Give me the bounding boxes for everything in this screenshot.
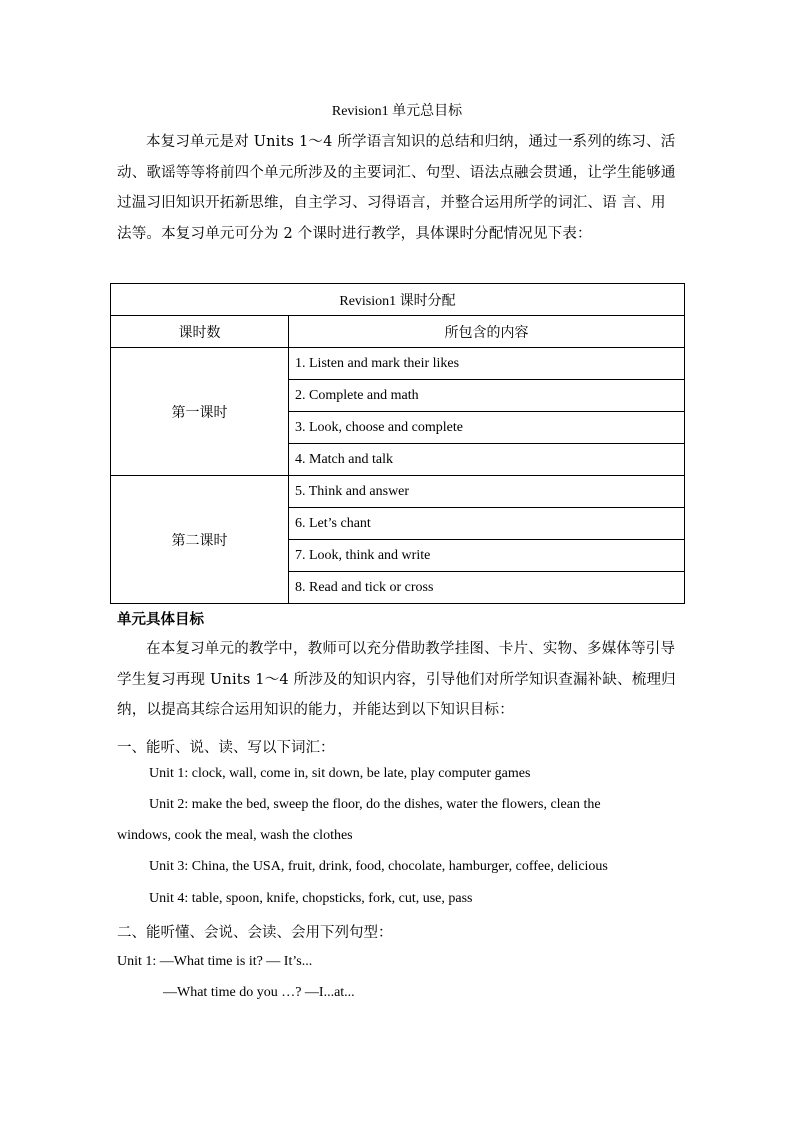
table-caption: Revision1 课时分配: [111, 284, 685, 316]
content-cell: 6. Let’s chant: [289, 508, 685, 540]
patterns-heading: 二、能听懂、会说、会读、会用下列句型：: [117, 925, 393, 941]
table-row: [111, 348, 685, 380]
pattern-line: Unit 1: —What time is it? — It’s...: [117, 954, 313, 969]
section-heading: 单元具体目标: [117, 612, 204, 628]
content-cell: 1. Listen and mark their likes: [289, 348, 685, 380]
lesson-two-cell: 第二课时: [111, 476, 289, 604]
col-header-lessons: 课时数: [111, 316, 289, 348]
content-cell: 7. Look, think and write: [289, 540, 685, 572]
section-paragraph: 在本复习单元的教学中，教师可以充分借助教学挂图、卡片、实物、多媒体等引导学生复习再现 Units 1～4 所涉及的知识内容，引导他们对所学知识查漏补缺、梳理归纳，以提高其综合运用知识的能力，并能达到以下知识目标：: [117, 641, 676, 718]
content-cell: 5. Think and answer: [289, 476, 685, 508]
intro-paragraph: 本复习单元是对 Units 1～4 所学语言知识的总结和归纳，通过一系列的练习、活动、歌谣等等将前四个单元所涉及的主要词汇、句型、语法点融会贯通，让学生能够通过温习旧知识开拓新思维，自主学习、习得语言，并整合运用所学的词汇、语 言、用法等。本复习单元可分为 2 个课时进行教学，具体课时分配情况见下表：: [117, 134, 676, 242]
col-header-content: 所包含的内容: [289, 316, 685, 348]
lesson-schedule-table: [110, 283, 685, 604]
table-header-row: [111, 316, 685, 348]
content-cell: 2. Complete and math: [289, 380, 685, 412]
vocab-line: Unit 2: make the bed, sweep the floor, do the dishes, water the flowers, clean the: [149, 797, 601, 812]
vocab-line: windows, cook the meal, wash the clothes: [117, 828, 353, 843]
table-row: [111, 476, 685, 508]
vocab-line: Unit 3: China, the USA, fruit, drink, food, chocolate, hamburger, coffee, delicious: [149, 859, 608, 874]
vocab-heading: 一、能听、说、读、写以下词汇：: [117, 740, 335, 756]
page-title: Revision1 单元总目标: [331, 104, 463, 119]
vocab-line: Unit 4: table, spoon, knife, chopsticks, fork, cut, use, pass: [149, 891, 473, 906]
lesson-one-cell: 第一课时: [111, 348, 289, 476]
table-caption-row: [111, 284, 685, 316]
pattern-line: —What time do you …? —I...at...: [163, 985, 355, 1000]
vocab-line: Unit 1: clock, wall, come in, sit down, be late, play computer games: [149, 766, 531, 781]
content-cell: 3. Look, choose and complete: [289, 412, 685, 444]
content-cell: 4. Match and talk: [289, 444, 685, 476]
content-cell: 8. Read and tick or cross: [289, 572, 685, 604]
